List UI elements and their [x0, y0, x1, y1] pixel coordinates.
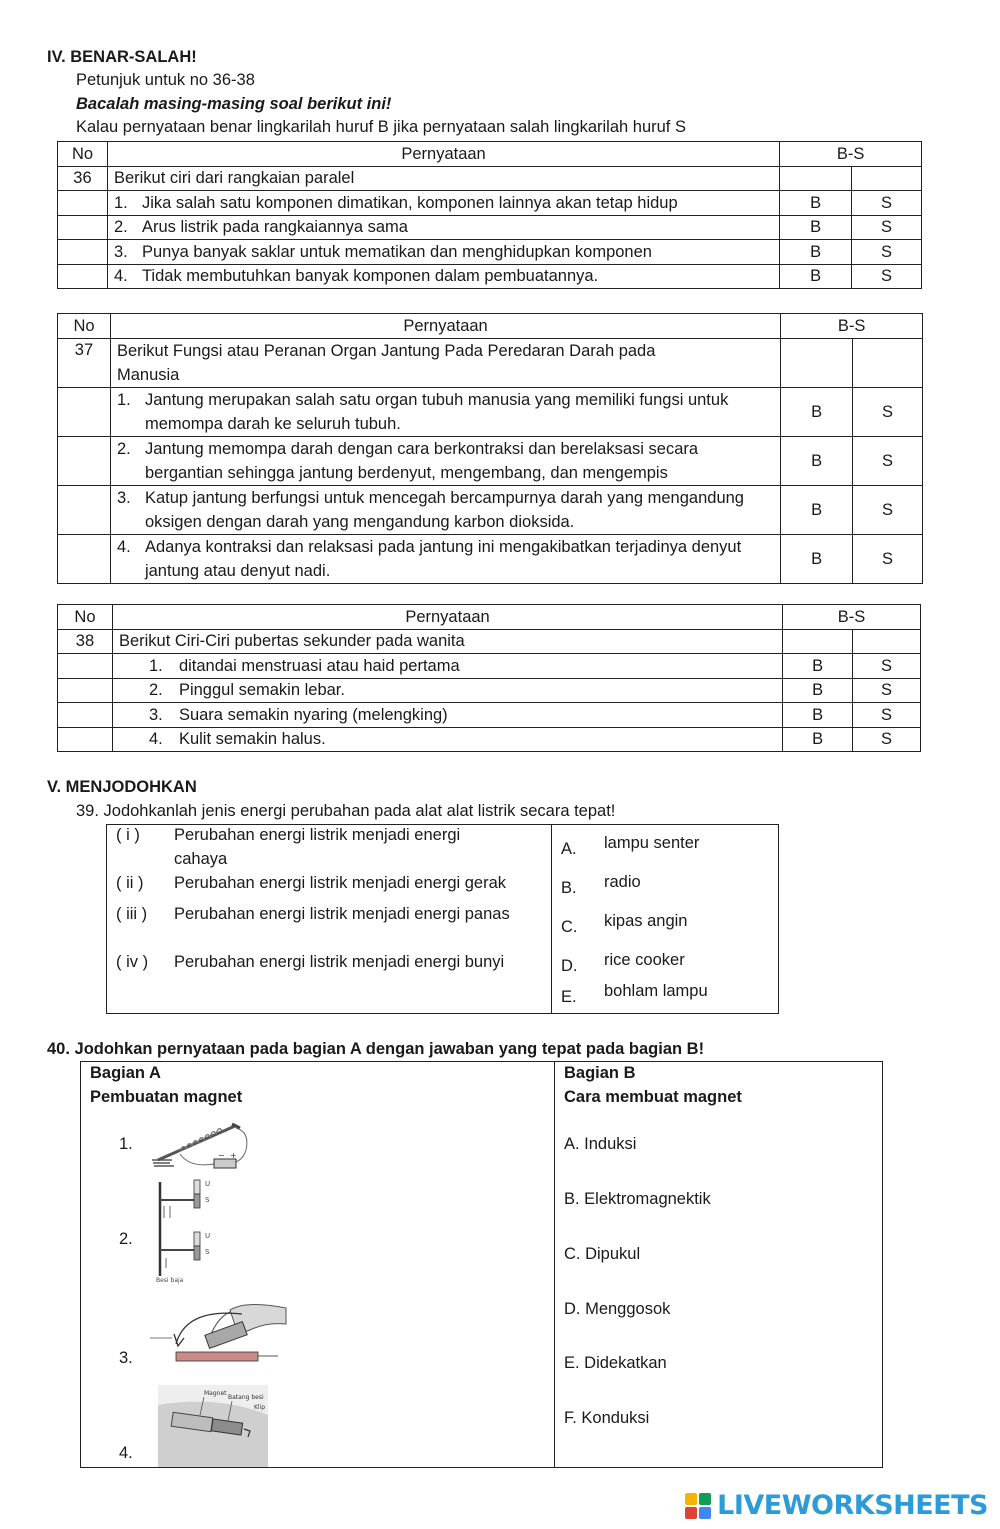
figure-number: 1. [119, 1135, 133, 1153]
statement-text: Suara semakin nyaring (melengking) [178, 705, 448, 724]
answer-option[interactable]: E. Didekatkan [564, 1354, 667, 1372]
match-left-text: Perubahan energi listrik menjadi energi cahaya [174, 826, 461, 868]
electromagnet-figure [150, 1120, 252, 1172]
statement-text: Jika salah satu komponen dimatikan, komponen lainnya akan tetap hidup [141, 193, 678, 212]
answer-option[interactable]: B. Elektromagnektik [564, 1190, 711, 1208]
header-no: No [58, 605, 113, 630]
table-row [58, 485, 923, 534]
option-letter: D. [561, 957, 578, 975]
rubbing-figure [146, 1300, 292, 1370]
q38-table [57, 604, 921, 752]
table-row [58, 654, 921, 679]
statement-text: Tidak membutuhkan banyak komponen dalam pembuatannya. [141, 267, 599, 286]
choice-s[interactable]: S [853, 387, 923, 436]
choice-s[interactable]: S [853, 654, 921, 679]
header-bs: B-S [783, 605, 921, 630]
pole-label: U [205, 1232, 211, 1240]
statement-text: Arus listrik pada rangkaiannya sama [141, 218, 408, 237]
choice-s[interactable]: S [852, 191, 922, 216]
item-number: 2. [113, 218, 128, 237]
statement-text: ditandai menstruasi atau haid pertama [178, 656, 460, 675]
part-b-subtitle: Cara membuat magnet [564, 1088, 742, 1106]
option-text: rice cooker [604, 951, 685, 969]
option-letter: E. [561, 988, 577, 1006]
choice-b[interactable]: B [780, 264, 852, 289]
table-row [58, 240, 922, 265]
q38-number: 38 [58, 629, 113, 654]
figure-number: 2. [119, 1230, 133, 1248]
q36-table [57, 141, 922, 289]
choice-b[interactable]: B [781, 436, 853, 485]
roman-numeral: ( iii ) [116, 905, 148, 923]
match-left-text: Perubahan energi listrik menjadi energi gerak [174, 874, 507, 892]
item-number: 2. [148, 681, 163, 700]
clip-label: Klip [254, 1404, 266, 1411]
choice-s[interactable]: S [853, 678, 921, 703]
option-letter: B. [561, 879, 577, 897]
option-text: kipas angin [604, 912, 688, 930]
statement-text: Katup jantung berfungsi untuk mencegah bercampurnya darah yang mengandung oksigen dengan darah yang mengandung karbon dioksida. [144, 488, 744, 531]
item-number: 3. [113, 242, 128, 261]
table-row [58, 191, 922, 216]
match-left-text: Perubahan energi listrik menjadi energi bunyi [174, 953, 505, 971]
q40-divider [554, 1062, 555, 1467]
q36-number: 36 [58, 166, 108, 191]
choice-b[interactable]: B [781, 387, 853, 436]
table-row [58, 703, 921, 728]
choice-s[interactable]: S [853, 485, 923, 534]
table-row [58, 436, 923, 485]
roman-numeral: ( iv ) [116, 953, 149, 971]
q37-number: 37 [58, 338, 111, 387]
option-text: radio [604, 873, 641, 891]
choice-s[interactable]: S [852, 215, 922, 240]
table-row [58, 534, 923, 583]
choice-b[interactable]: B [780, 191, 852, 216]
statement-text: Kulit semakin halus. [178, 730, 326, 749]
option-letter: A. [561, 840, 577, 858]
q39-instruction: 39. Jodohkanlah jenis energi perubahan pada alat alat listrik secara tepat! [76, 802, 616, 820]
figure-number: 4. [119, 1444, 133, 1462]
item-number: 2. [116, 439, 131, 458]
table-row [58, 215, 922, 240]
magnet-label: Magnet [204, 1390, 227, 1397]
roman-numeral: ( i ) [116, 826, 140, 844]
steel-label: Besi baja [156, 1277, 184, 1284]
q37-table [57, 313, 923, 584]
choice-b[interactable]: B [783, 654, 853, 679]
header-statement: Pernyataan [107, 142, 779, 167]
part-a-subtitle: Pembuatan magnet [90, 1088, 243, 1106]
header-bs: B-S [781, 314, 923, 339]
header-bs: B-S [780, 142, 922, 167]
answer-option[interactable]: A. Induksi [564, 1135, 637, 1153]
item-number: 3. [116, 488, 131, 507]
figure-number: 3. [119, 1349, 133, 1367]
choice-b[interactable]: B [781, 485, 853, 534]
match-left-item [116, 950, 546, 974]
statement-text: Adanya kontraksi dan relaksasi pada jantung ini mengakibatkan terjadinya denyut jantung atau denyut nadi. [144, 537, 742, 580]
item-number: 4. [116, 537, 131, 556]
choice-s[interactable]: S [853, 703, 921, 728]
match-left-item [116, 902, 516, 926]
choice-b[interactable]: B [780, 240, 852, 265]
statement-text: Pinggul semakin lebar. [178, 681, 345, 700]
svg-text:−: − [218, 1151, 225, 1160]
match-left-item [116, 871, 546, 895]
choice-b[interactable]: B [780, 215, 852, 240]
table-row [58, 264, 922, 289]
item-number: 1. [116, 390, 131, 409]
option-text: bohlam lampu [604, 982, 708, 1000]
q40-instruction: 40. Jodohkan pernyataan pada bagian A dengan jawaban yang tepat pada bagian B! [47, 1040, 705, 1058]
q36-title: Berikut ciri dari rangkaian paralel [107, 166, 779, 191]
answer-option[interactable]: F. Konduksi [564, 1409, 650, 1427]
item-number: 1. [148, 656, 163, 675]
svg-text:+: + [230, 1151, 237, 1160]
liveworksheets-logo-icon [685, 1493, 711, 1519]
choice-b[interactable]: B [781, 534, 853, 583]
table-row [58, 727, 921, 752]
pole-label: S [205, 1196, 210, 1204]
q38-title: Berikut Ciri-Ciri pubertas sekunder pada wanita [112, 629, 782, 654]
option-letter: C. [561, 918, 578, 936]
header-statement: Pernyataan [112, 605, 782, 630]
section-v-title: V. MENJODOHKAN [47, 778, 197, 796]
header-no: No [58, 314, 111, 339]
answer-option[interactable]: C. Dipukul [564, 1245, 641, 1263]
q39-divider [551, 824, 552, 1013]
roman-numeral: ( ii ) [116, 874, 144, 892]
q37-title: Berikut Fungsi atau Peranan Organ Jantung Pada Peredaran Darah pada Manusia [110, 338, 780, 387]
statement-text: Jantung merupakan salah satu organ tubuh manusia yang memiliki fungsi untuk memompa darah ke seluruh tubuh. [144, 390, 729, 433]
match-left-item [116, 823, 496, 871]
choice-b[interactable]: B [783, 703, 853, 728]
table-row [58, 387, 923, 436]
item-number: 4. [113, 267, 128, 286]
choice-s[interactable]: S [853, 727, 921, 752]
choice-b[interactable]: B [783, 678, 853, 703]
choice-s[interactable]: S [852, 264, 922, 289]
item-number: 1. [113, 193, 128, 212]
header-statement: Pernyataan [110, 314, 780, 339]
statement-text: Jantung memompa darah dengan cara berkontraksi dan berelaksasi secara bergantian sehingga jantung berdenyut, mengembang, dan mengempis [144, 439, 699, 482]
instruction-range: Petunjuk untuk no 36-38 [76, 71, 255, 89]
pole-label: S [205, 1248, 210, 1256]
brand-name: LIVEWORKSHEETS [717, 1490, 988, 1521]
instruction-read: Bacalah masing-masing soal berikut ini! [76, 95, 392, 113]
choice-b[interactable]: B [783, 727, 853, 752]
choice-s[interactable]: S [853, 436, 923, 485]
table-row [58, 678, 921, 703]
option-text: lampu senter [604, 834, 700, 852]
instruction-circle: Kalau pernyataan benar lingkarilah huruf B jika pernyataan salah lingkarilah huruf S [76, 118, 686, 136]
item-number: 3. [148, 705, 163, 724]
answer-option[interactable]: D. Menggosok [564, 1300, 671, 1318]
match-left-text: Perubahan energi listrik menjadi energi panas [174, 905, 510, 923]
iron-bar-label: Batang besi [228, 1394, 264, 1401]
choice-s[interactable]: S [852, 240, 922, 265]
liveworksheets-brand [685, 1490, 988, 1521]
induction-figure [154, 1172, 218, 1284]
statement-text: Punya banyak saklar untuk mematikan dan menghidupkan komponen [141, 242, 652, 261]
choice-s[interactable]: S [853, 534, 923, 583]
part-a-title: Bagian A [90, 1064, 161, 1082]
part-b-title: Bagian B [564, 1064, 636, 1082]
header-no: No [58, 142, 108, 167]
pole-label: U [205, 1180, 211, 1188]
conduction-figure [158, 1385, 268, 1467]
item-number: 4. [148, 730, 163, 749]
section-iv-title: IV. BENAR-SALAH! [47, 48, 197, 66]
